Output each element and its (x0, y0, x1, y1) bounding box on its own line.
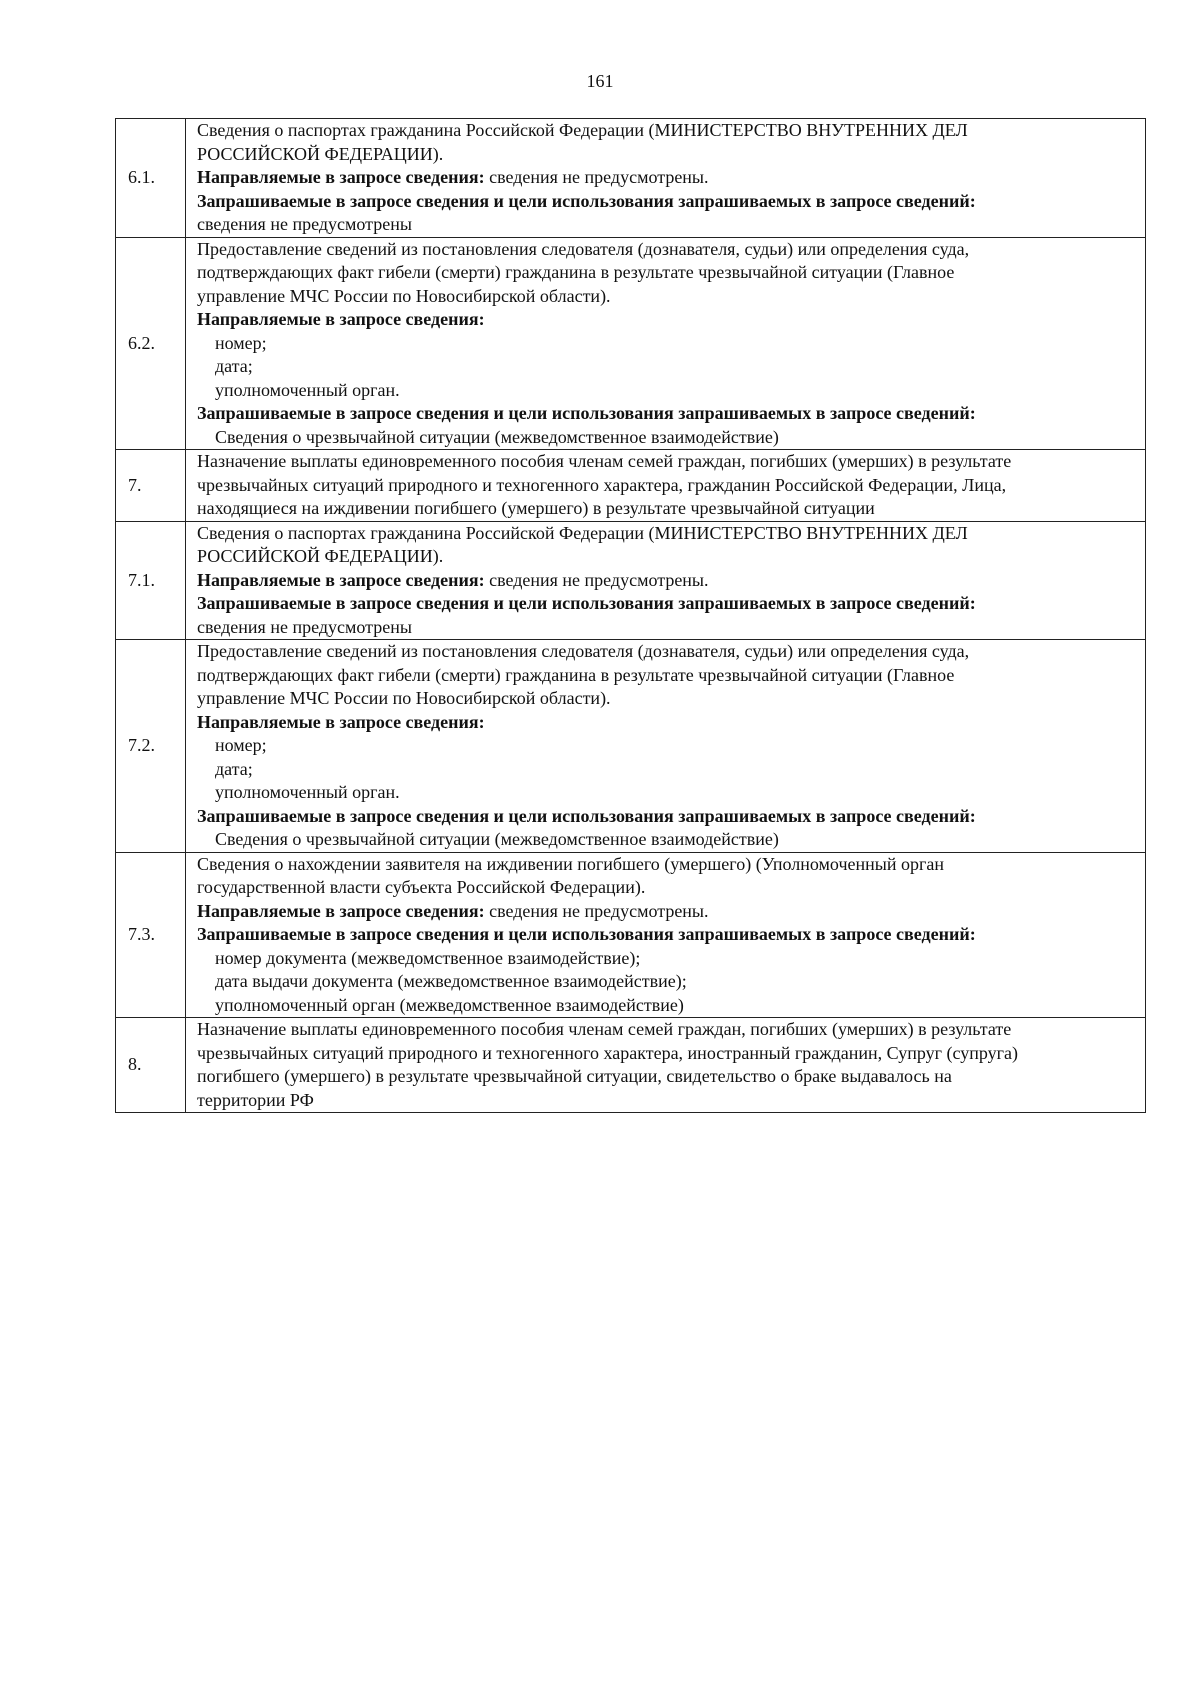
line-text: Предоставление сведений из постановления следователя (дознавателя, судьи) или определения суда, (197, 238, 970, 259)
line-text: подтверждающих факт гибели (смерти) гражданина в результате чрезвычайной ситуации (Главное (197, 262, 955, 282)
content-line (197, 1065, 1139, 1089)
content-line (197, 805, 1139, 829)
row-number: 7.3. (116, 852, 186, 1018)
content-line (197, 994, 1139, 1018)
line-text: Предоставление сведений из постановления следователя (дознавателя, судьи) или определения суда, (197, 641, 970, 661)
line-text: РОССИЙСКОЙ ФЕДЕРАЦИИ). (197, 546, 444, 566)
row-number: 6.1. (116, 119, 186, 238)
bold-label: Запрашиваемые в запросе сведения и цели использования запрашиваемых в запросе сведений: (197, 924, 976, 944)
line-text: дата; (215, 758, 253, 779)
line-text: номер; (215, 332, 267, 353)
content-line (197, 238, 1139, 262)
line-text: дата; (215, 356, 253, 376)
content-line (197, 379, 1139, 403)
line-text: подтверждающих факт гибели (смерти) гражданина в результате чрезвычайной ситуации (Главное (197, 664, 955, 685)
content-line (197, 569, 1139, 593)
content-line (197, 402, 1139, 426)
bold-label: Направляемые в запросе сведения: (197, 167, 485, 187)
line-text: уполномоченный орган. (215, 782, 400, 802)
line-text: чрезвычайных ситуаций природного и техногенного характера, гражданин Российской Федерации, Лица, (197, 474, 1007, 495)
content-line (197, 143, 1139, 167)
row-number: 6.2. (116, 237, 186, 450)
line-text: сведения не предусмотрены. (484, 900, 709, 921)
line-text: Сведения о чрезвычайной ситуации (межведомственное взаимодействие) (215, 426, 779, 447)
bold-label: Направляемые в запросе сведения: (197, 711, 485, 732)
table-row (116, 237, 1146, 450)
bold-label: Направляемые в запросе сведения: (197, 569, 485, 590)
row-content (186, 852, 1146, 1018)
content-line (197, 1089, 1139, 1113)
table-body (116, 119, 1146, 1113)
content-line (197, 711, 1139, 735)
content-line (197, 355, 1139, 379)
bold-label: Запрашиваемые в запросе сведения и цели использования запрашиваемых в запросе сведений: (197, 403, 976, 423)
line-text: номер документа (межведомственное взаимодействие); (215, 947, 641, 968)
line-text: управление МЧС России по Новосибирской области). (197, 688, 611, 708)
row-content (186, 1018, 1146, 1113)
content-line (197, 923, 1139, 947)
line-text: сведения не предусмотрены (197, 214, 412, 234)
row-content (186, 521, 1146, 640)
row-number: 8. (116, 1018, 186, 1113)
line-text: территории РФ (197, 1089, 314, 1110)
content-line (197, 900, 1139, 924)
content-line (197, 522, 1139, 546)
content-line (197, 545, 1139, 569)
bold-label: Запрашиваемые в запросе сведения и цели использования запрашиваемых в запросе сведений: (197, 593, 976, 613)
row-number: 7. (116, 450, 186, 522)
line-text: Назначение выплаты единовременного пособия членам семей граждан, погибших (умерших) в результате (197, 451, 1012, 471)
line-text: РОССИЙСКОЙ ФЕДЕРАЦИИ). (197, 143, 444, 164)
table-row (116, 450, 1146, 522)
table-row (116, 1018, 1146, 1113)
content-line (197, 1018, 1139, 1042)
line-text: Сведения о нахождении заявителя на иждивении погибшего (умершего) (Уполномоченный орган (197, 853, 944, 874)
content-line (197, 426, 1139, 450)
content-line (197, 947, 1139, 971)
content-line (197, 190, 1139, 214)
line-text: погибшего (умершего) в результате чрезвычайной ситуации, свидетельство о браке выдавалось на (197, 1066, 952, 1086)
line-text: сведения не предусмотрены. (484, 167, 709, 187)
row-content (186, 450, 1146, 522)
line-text: Сведения о паспортах гражданина Российской Федерации (МИНИСТЕРСТВО ВНУТРЕННИХ ДЕЛ (197, 120, 968, 140)
content-line (197, 664, 1139, 688)
table-row (116, 521, 1146, 640)
line-text: дата выдачи документа (межведомственное взаимодействие); (215, 971, 687, 991)
line-text: управление МЧС России по Новосибирской области). (197, 285, 611, 306)
table-row (116, 119, 1146, 238)
page-number: 161 (586, 71, 614, 91)
bold-label: Направляемые в запросе сведения: (197, 309, 485, 329)
content-line (197, 450, 1139, 474)
line-text: находящиеся на иждивении погибшего (умершего) в результате чрезвычайной ситуации (197, 498, 875, 518)
table-row (116, 640, 1146, 853)
bold-label: Запрашиваемые в запросе сведения и цели использования запрашиваемых в запросе сведений: (197, 805, 976, 826)
content-line (197, 166, 1139, 190)
row-content (186, 640, 1146, 853)
row-content (186, 237, 1146, 450)
services-table (115, 118, 1146, 1113)
content-line (197, 119, 1139, 143)
content-line (197, 261, 1139, 285)
content-line (197, 213, 1139, 237)
line-text: уполномоченный орган. (215, 379, 400, 400)
content-line (197, 497, 1139, 521)
line-text: Сведения о чрезвычайной ситуации (межведомственное взаимодействие) (215, 829, 779, 849)
content-line (197, 332, 1139, 356)
line-text: Назначение выплаты единовременного пособия членам семей граждан, погибших (умерших) в результате (197, 1019, 1012, 1039)
content-line (197, 592, 1139, 616)
bold-label: Направляемые в запросе сведения: (197, 900, 485, 921)
content-line (197, 616, 1139, 640)
content-line (197, 734, 1139, 758)
content-line (197, 853, 1139, 877)
content-line (197, 474, 1139, 498)
line-text: сведения не предусмотрены (197, 616, 412, 637)
line-text: чрезвычайных ситуаций природного и техногенного характера, иностранный гражданин, Супруг (супруга) (197, 1042, 1019, 1063)
line-text: уполномоченный орган (межведомственное взаимодействие) (215, 994, 684, 1015)
line-text: сведения не предусмотрены. (484, 569, 709, 590)
content-line (197, 970, 1139, 994)
table-row (116, 852, 1146, 1018)
content-line (197, 308, 1139, 332)
row-content (186, 119, 1146, 238)
content-line (197, 687, 1139, 711)
line-text: государственной власти субъекта Российской Федерации). (197, 877, 646, 897)
line-text: Сведения о паспортах гражданина Российской Федерации (МИНИСТЕРСТВО ВНУТРЕННИХ ДЕЛ (197, 522, 968, 543)
content-line (197, 1042, 1139, 1066)
content-line (197, 828, 1139, 852)
content-line (197, 285, 1139, 309)
content-line (197, 640, 1139, 664)
bold-label: Запрашиваемые в запросе сведения и цели использования запрашиваемых в запросе сведений: (197, 190, 976, 211)
content-line (197, 876, 1139, 900)
content-line (197, 781, 1139, 805)
line-text: номер; (215, 735, 267, 755)
content-line (197, 758, 1139, 782)
row-number: 7.2. (116, 640, 186, 853)
row-number: 7.1. (116, 521, 186, 640)
